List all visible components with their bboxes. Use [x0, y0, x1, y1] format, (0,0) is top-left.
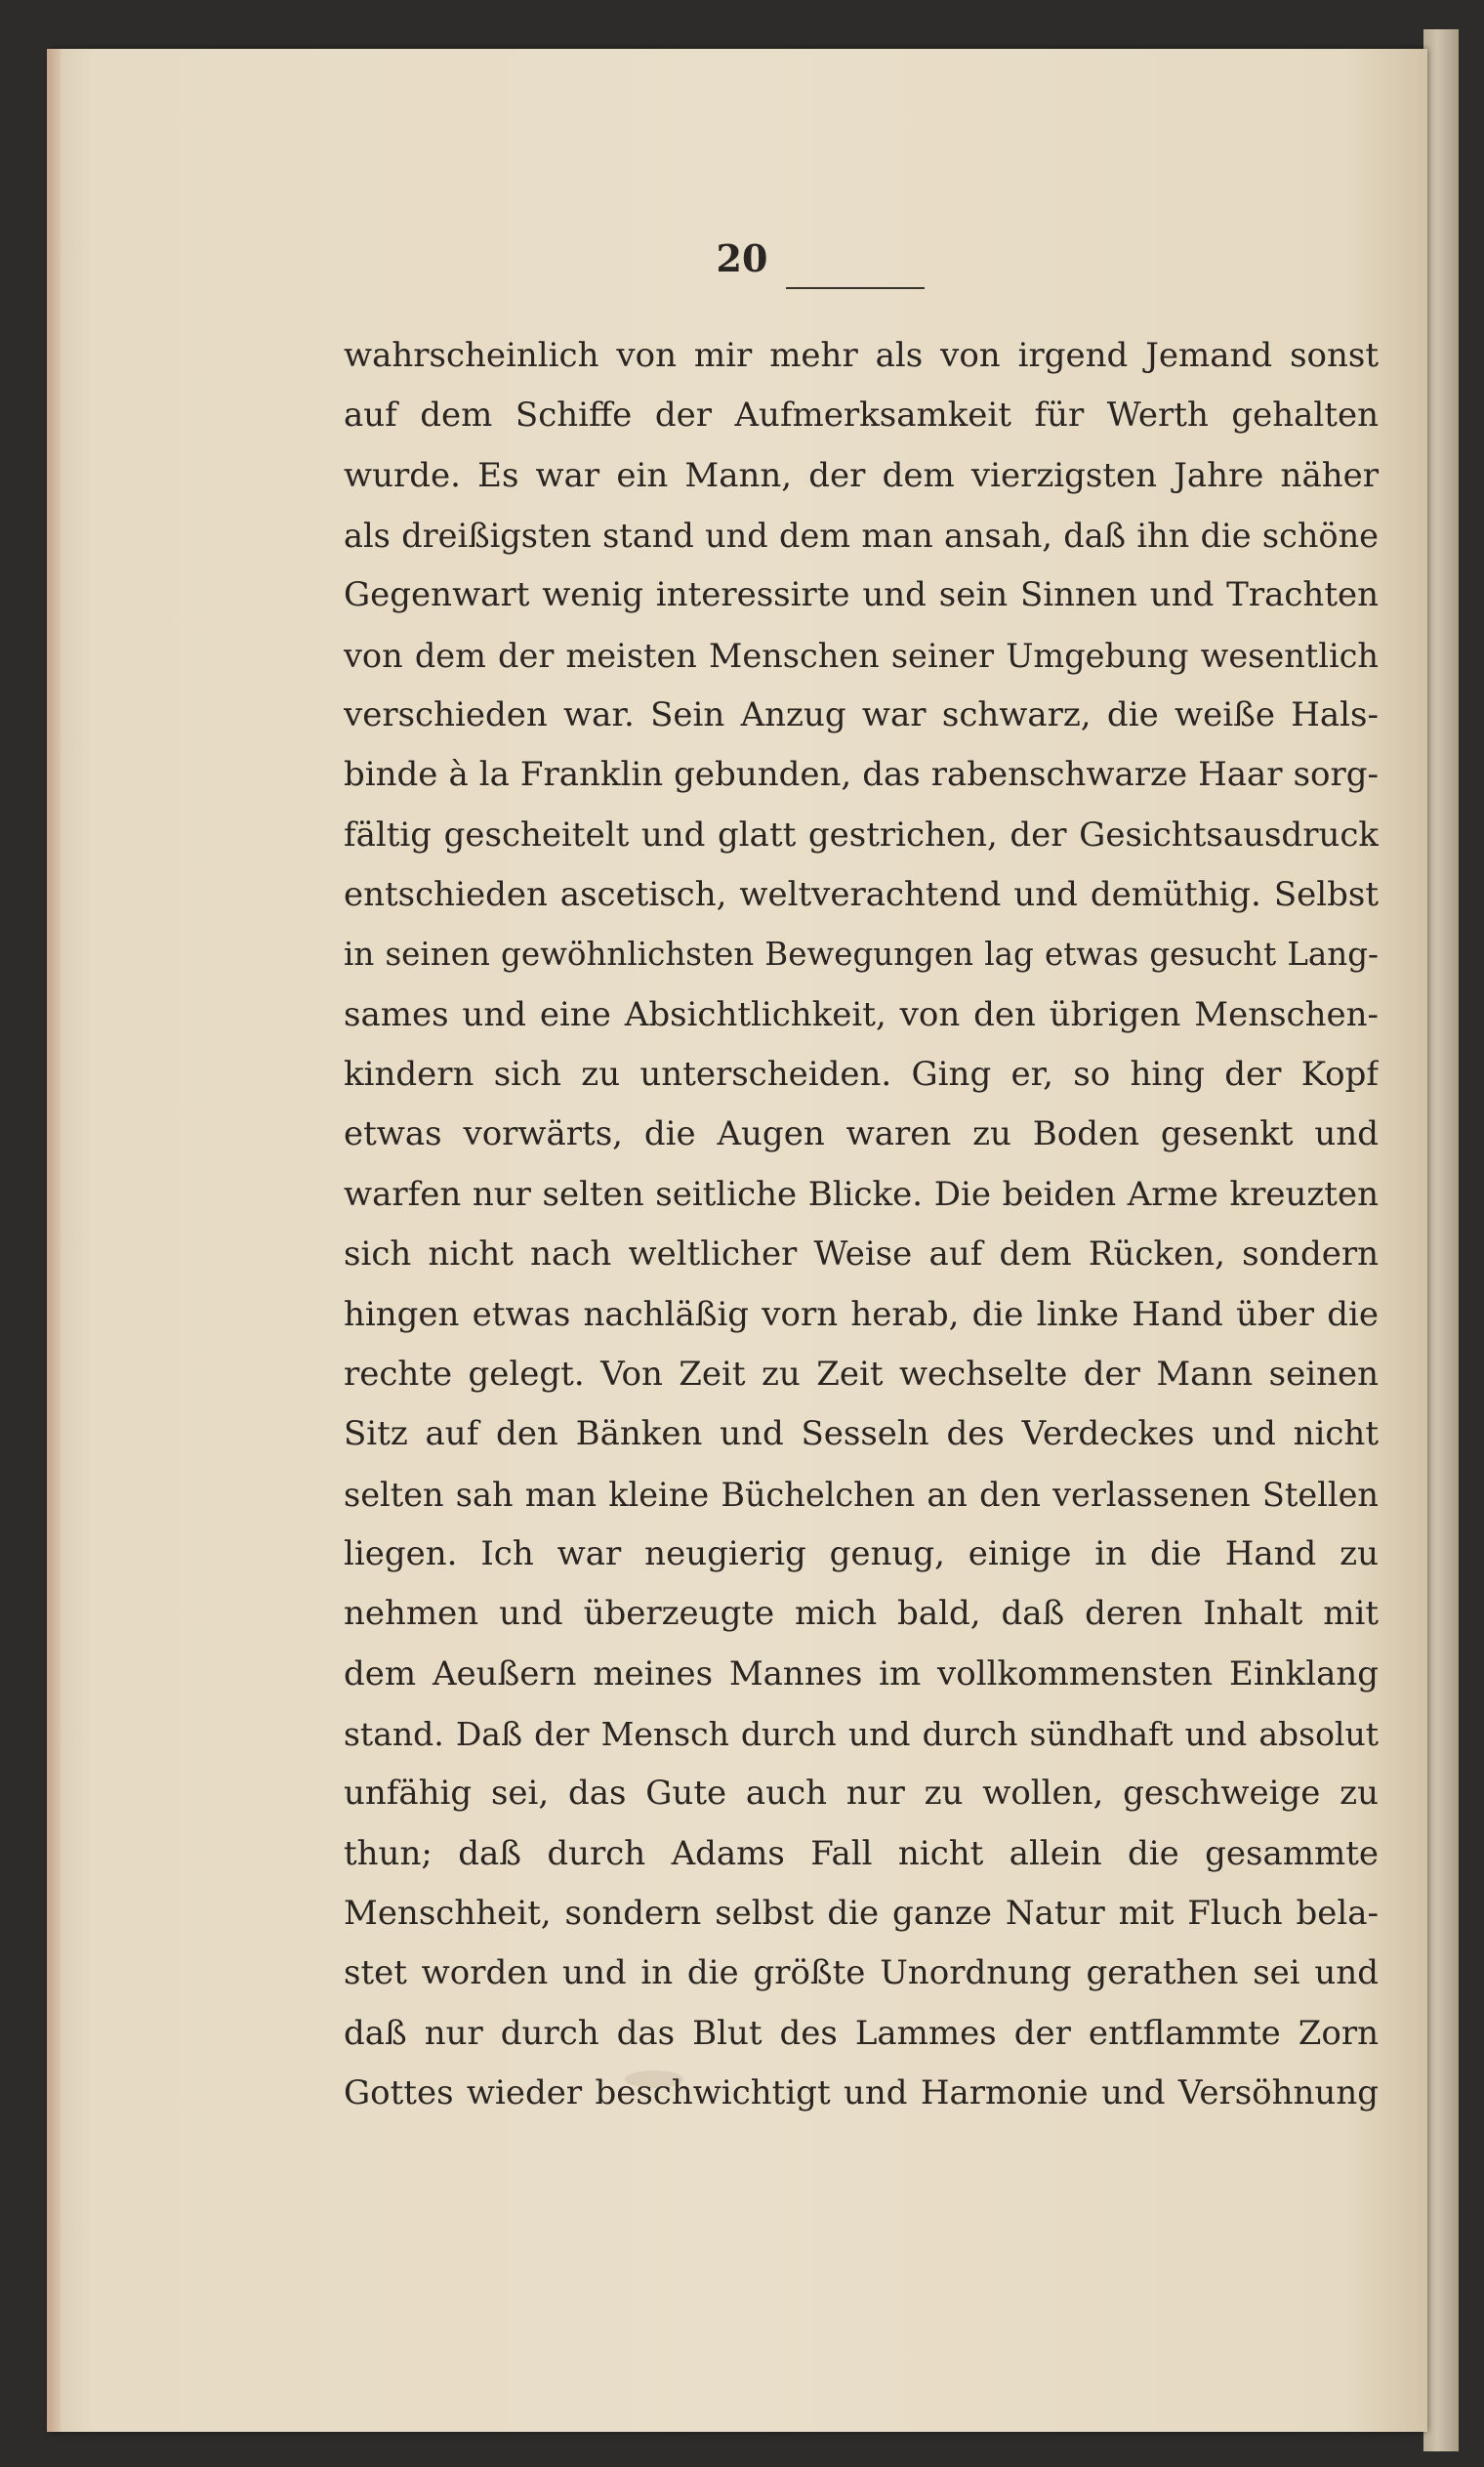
- text-line: liegen. Ich war neugierig genug, einige in die Hand zu: [344, 1533, 1379, 1573]
- text-line: etwas vorwärts, die Augen waren zu Boden gesenkt und: [344, 1114, 1379, 1154]
- page-number: 20: [716, 236, 768, 280]
- page-gutter: [47, 49, 61, 2432]
- text-line: Gottes wieder beschwichtigt und Harmonie und Versöhnung: [344, 2072, 1379, 2112]
- text-line: Gegenwart wenig interessirte und sein Sinnen und Trachten: [344, 575, 1379, 615]
- text-line: thun; daß durch Adams Fall nicht allein die gesammte: [344, 1833, 1379, 1873]
- text-line: daß nur durch das Blut des Lammes der entflammte Zorn: [344, 2013, 1379, 2053]
- text-line: sich nicht nach weltlicher Weise auf dem Rücken, sondern: [344, 1234, 1379, 1275]
- text-line: sames und eine Absichtlichkeit, von den übrigen Menschen-: [344, 994, 1379, 1034]
- text-line: Menschheit, sondern selbst die ganze Natur mit Fluch bela-: [344, 1893, 1379, 1933]
- text-line: rechte gelegt. Von Zeit zu Zeit wechselte der Mann seinen: [344, 1354, 1379, 1394]
- text-line: auf dem Schiffe der Aufmerksamkeit für Werth gehalten: [344, 396, 1379, 436]
- text-line: binde à la Franklin gebunden, das rabenschwarze Haar sorg-: [344, 755, 1379, 795]
- text-line: warfen nur selten seitliche Blicke. Die beiden Arme kreuzten: [344, 1174, 1379, 1214]
- text-line: stand. Daß der Mensch durch und durch sündhaft und absolut: [344, 1714, 1379, 1753]
- paper-smudge: [625, 2070, 683, 2088]
- text-line: unfähig sei, das Gute auch nur zu wollen, geschweige zu: [344, 1774, 1379, 1814]
- text-line: dem Aeußern meines Mannes im vollkommensten Einklang: [344, 1653, 1379, 1693]
- text-line: selten sah man kleine Büchelchen an den verlassenen Stellen: [344, 1475, 1379, 1514]
- text-line: in seinen gewöhnlichsten Bewegungen lag etwas gesucht Lang-: [344, 936, 1379, 974]
- text-line: verschieden war. Sein Anzug war schwarz, die weiße Hals-: [344, 695, 1379, 735]
- text-line: Sitz auf den Bänken und Sesseln des Verdeckes und nicht: [344, 1414, 1379, 1454]
- text-line: wahrscheinlich von mir mehr als von irgend Jemand sonst: [344, 336, 1379, 375]
- text-line: entschieden ascetisch, weltverachtend und demüthig. Selbst: [344, 875, 1379, 915]
- text-line: von dem der meisten Menschen seiner Umgebung wesentlich: [344, 636, 1379, 675]
- text-line: hingen etwas nachläßig vorn herab, die linke Hand über die: [344, 1294, 1379, 1334]
- body-text: [344, 326, 1379, 2123]
- page-number-rule: [786, 287, 925, 289]
- text-line: als dreißigsten stand und dem man ansah, daß ihn die schöne: [344, 517, 1379, 556]
- text-line: nehmen und überzeugte mich bald, daß deren Inhalt mit: [344, 1594, 1379, 1634]
- book-page-edge: [1423, 29, 1459, 2451]
- text-line: stet worden und in die größte Unordnung gerathen sei und: [344, 1953, 1379, 1993]
- text-line: fältig gescheitelt und glatt gestrichen, der Gesichtsausdruck: [344, 815, 1379, 855]
- text-line: wurde. Es war ein Mann, der dem vierzigsten Jahre näher: [344, 455, 1379, 495]
- text-line: kindern sich zu unterscheiden. Ging er, so hing der Kopf: [344, 1055, 1379, 1095]
